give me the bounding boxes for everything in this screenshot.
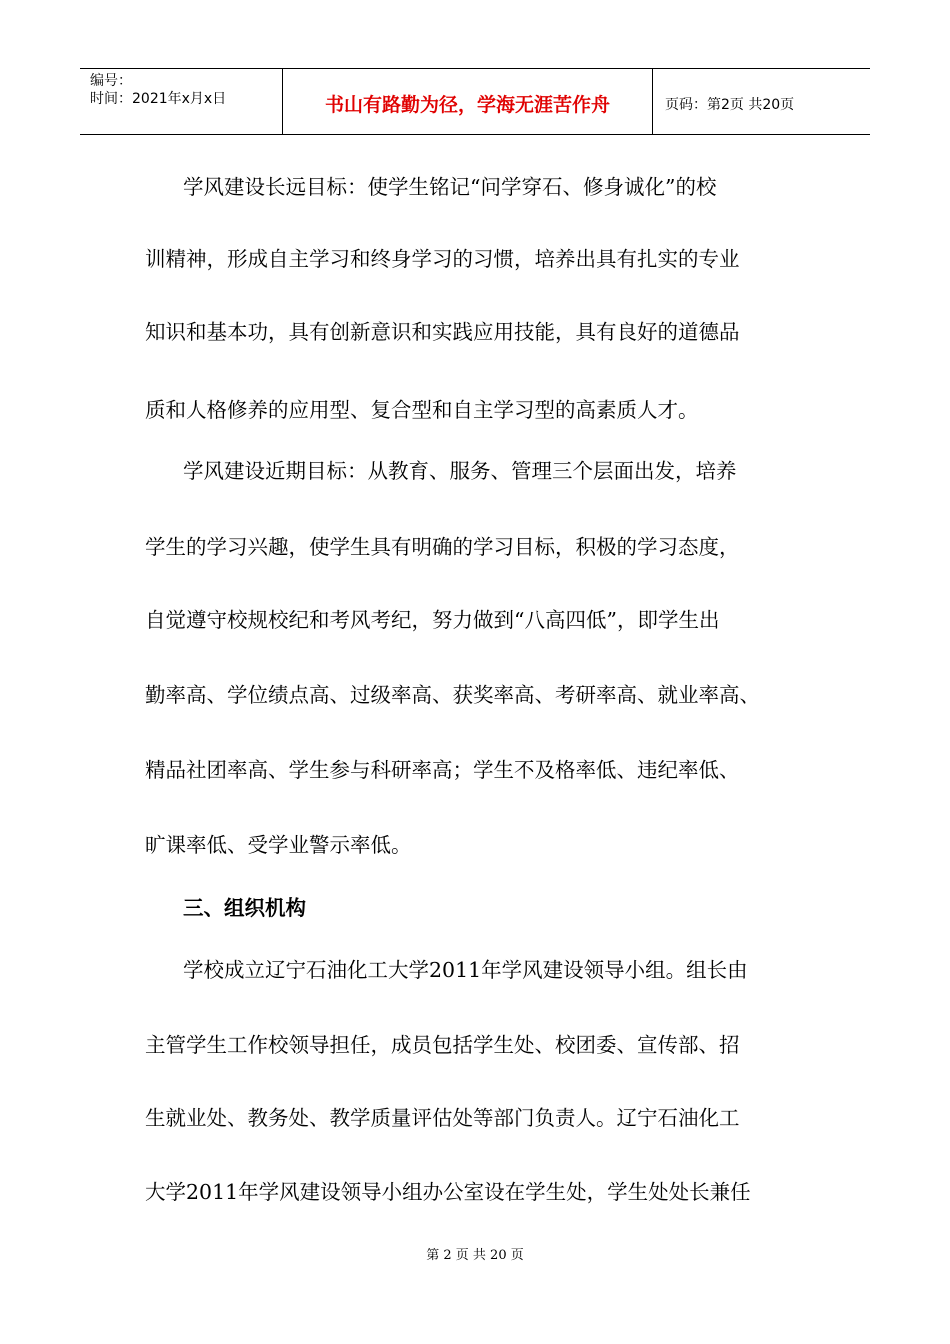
paragraph-line: 自觉遵守校规校纪和考风考纪，努力做到“八高四低”，即学生出 [145, 608, 720, 632]
paragraph-line: 精品社团率高、学生参与科研率高；学生不及格率低、违纪率低、 [145, 758, 740, 782]
paragraph-line: 学风建设近期目标：从教育、服务、管理三个层面出发，培养 [183, 459, 737, 483]
paragraph-line: 学生的学习兴趣，使学生具有明确的学习目标，积极的学习态度， [145, 535, 740, 559]
paragraph-line: 知识和基本功，具有创新意识和实践应用技能，具有良好的道德品 [145, 320, 740, 344]
paragraph-line: 训精神，形成自主学习和终身学习的习惯，培养出具有扎实的专业 [145, 247, 740, 271]
page-footer: 第 2 页 共 20 页 [426, 1248, 524, 1263]
document-date: 时间：2021年x月x日 [90, 91, 227, 107]
section-heading: 三、组织机构 [183, 896, 306, 920]
document-number-label: 编号： [90, 73, 132, 89]
paragraph-line: 学校成立辽宁石油化工大学2011年学风建设领导小组。组长由 [183, 958, 748, 982]
header-motto: 书山有路勤为径，学海无涯苦作舟 [282, 69, 653, 134]
paragraph-line: 生就业处、教务处、教学质量评估处等部门负责人。辽宁石油化工 [145, 1106, 740, 1130]
header-page-code: 页码：第2页 共20页 [665, 96, 795, 113]
paragraph-line: 学风建设长远目标：使学生铭记“问学穿石、修身诚化”的校 [183, 175, 717, 199]
page-header [80, 68, 870, 135]
paragraph-line: 旷课率低、受学业警示率低。 [145, 833, 412, 857]
header-meta [80, 69, 282, 134]
paragraph-line: 质和人格修养的应用型、复合型和自主学习型的高素质人才。 [145, 398, 699, 422]
paragraph-line: 勤率高、学位绩点高、过级率高、获奖率高、考研率高、就业率高、 [145, 683, 760, 707]
paragraph-line: 大学2011年学风建设领导小组办公室设在学生处，学生处处长兼任 [145, 1180, 751, 1204]
paragraph-line: 主管学生工作校领导担任，成员包括学生处、校团委、宣传部、招 [145, 1033, 740, 1057]
